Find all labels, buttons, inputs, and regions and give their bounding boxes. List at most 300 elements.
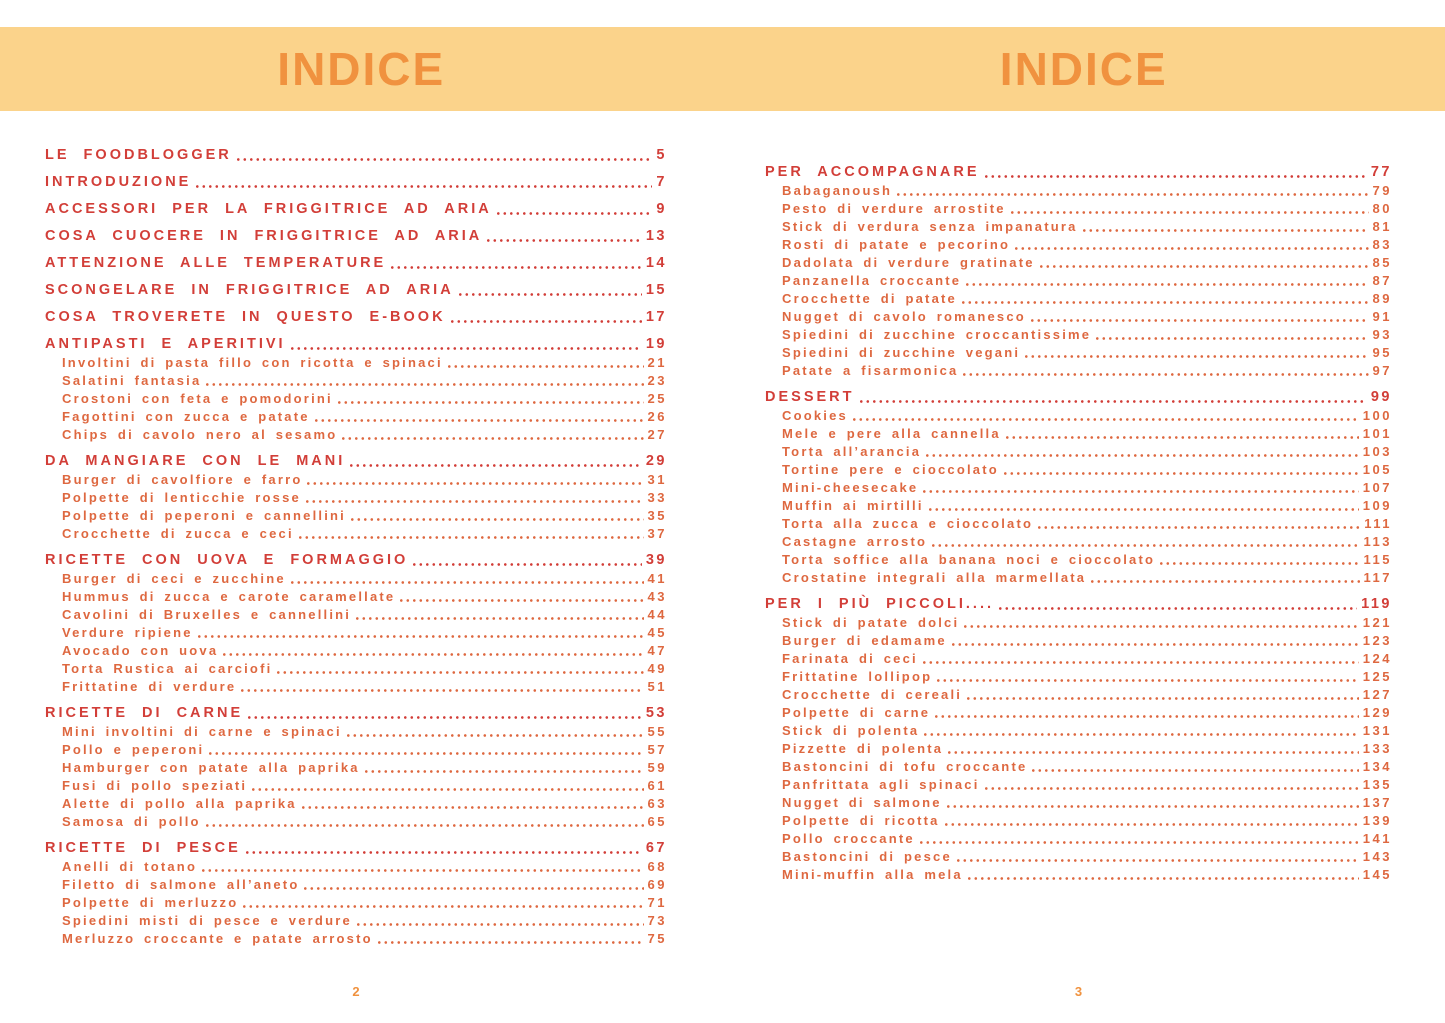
toc-item-entry[interactable]	[45, 795, 667, 813]
entry-label: Polpette di peperoni e cannellini	[62, 508, 346, 523]
toc-item-entry[interactable]	[765, 776, 1392, 794]
entry-page-number: 103	[1362, 444, 1392, 459]
toc-section-entry[interactable]	[765, 595, 1392, 614]
toc-item-entry[interactable]	[45, 813, 667, 831]
toc-section-entry[interactable]	[45, 281, 667, 300]
entry-label: PER I PIÙ PICCOLI....	[765, 596, 995, 612]
leader-dots	[218, 642, 647, 660]
toc-section	[45, 308, 667, 327]
toc-section-entry[interactable]	[45, 335, 667, 354]
entry-page-number: 71	[647, 895, 667, 910]
leader-dots	[957, 290, 1373, 308]
entry-label: Mini-cheesecake	[782, 480, 919, 495]
entry-page-number: 27	[647, 427, 667, 442]
page-number-left: 2	[352, 984, 360, 999]
entry-page-number: 125	[1362, 669, 1392, 684]
leader-dots	[1155, 551, 1363, 569]
leader-dots	[342, 723, 648, 741]
entry-label: Spiedini di zucchine vegani	[782, 345, 1021, 360]
entry-page-number: 57	[647, 742, 667, 757]
entry-page-number: 61	[647, 778, 667, 793]
toc-item-entry[interactable]	[765, 686, 1392, 704]
leader-dots	[310, 408, 648, 426]
leader-dots	[345, 452, 646, 471]
entry-label: Frittatine di verdure	[62, 679, 237, 694]
leader-dots	[980, 776, 1363, 794]
entry-label: Burger di edamame	[782, 633, 947, 648]
leader-dots	[930, 704, 1363, 722]
page-number-right: 3	[1074, 984, 1083, 999]
leader-dots	[443, 354, 648, 372]
toc-section-entry[interactable]	[45, 704, 667, 723]
entry-label: Filetto di salmone all’aneto	[62, 877, 300, 892]
entry-page-number: 99	[1370, 389, 1392, 405]
toc-item-entry[interactable]	[765, 290, 1392, 308]
entry-label: Pollo e peperoni	[62, 742, 205, 757]
entry-page-number: 14	[645, 255, 667, 271]
entry-page-number: 113	[1363, 534, 1392, 549]
entry-label: Salatini fantasia	[62, 373, 202, 388]
toc-item-entry[interactable]	[765, 182, 1392, 200]
entry-label: Mele e pere alla cannella	[782, 426, 1001, 441]
entry-page-number: 123	[1362, 633, 1392, 648]
toc-item-entry[interactable]	[765, 344, 1392, 362]
leader-dots	[1035, 254, 1373, 272]
leader-dots	[272, 660, 647, 678]
toc-section-entry[interactable]	[45, 254, 667, 273]
leader-dots	[919, 722, 1363, 740]
entry-page-number: 87	[1372, 273, 1392, 288]
entry-label: Cavolini di Bruxelles e cannellini	[62, 607, 352, 622]
leader-dots	[193, 624, 648, 642]
entry-label: Spiedini di zucchine croccantissime	[782, 327, 1092, 342]
toc-item-entry[interactable]	[45, 678, 667, 696]
leader-dots	[999, 461, 1363, 479]
toc-section	[765, 388, 1392, 587]
entry-label: Rosti di patate e pecorino	[782, 237, 1011, 252]
entry-page-number: 29	[645, 453, 667, 469]
entry-label: Mini-muffin alla mela	[782, 867, 963, 882]
toc-item-entry[interactable]	[765, 830, 1392, 848]
entry-label: Polpette di merluzzo	[62, 895, 239, 910]
header-banner	[0, 27, 1445, 111]
page-title-left: INDICE	[277, 43, 446, 95]
entry-label: RICETTE CON UOVA E FORMAGGIO	[45, 552, 409, 568]
toc-item-entry[interactable]	[45, 723, 667, 741]
toc-section	[45, 839, 667, 948]
toc-item-entry[interactable]	[765, 614, 1392, 632]
toc-item-entry[interactable]	[765, 425, 1392, 443]
leader-dots	[959, 614, 1363, 632]
entry-label: Torta alla zucca e cioccolato	[782, 516, 1034, 531]
entry-page-number: 77	[1370, 164, 1392, 180]
entry-label: RICETTE DI PESCE	[45, 840, 241, 856]
entry-label: Avocado con uova	[62, 643, 219, 658]
leader-dots	[918, 650, 1363, 668]
toc-section-entry[interactable]	[45, 200, 667, 219]
toc-section	[45, 173, 667, 192]
entry-label: Crocchette di patate	[782, 291, 957, 306]
toc-section	[765, 163, 1392, 380]
entry-page-number: 15	[645, 282, 667, 298]
entry-label: Fusi di pollo speziati	[62, 778, 248, 793]
entry-page-number: 37	[647, 526, 667, 541]
entry-page-number: 124	[1362, 651, 1392, 666]
entry-label: Chips di cavolo nero al sesamo	[62, 427, 338, 442]
toc-item-entry[interactable]	[765, 497, 1392, 515]
entry-page-number: 119	[1361, 596, 1392, 612]
entry-label: Torta all’arancia	[782, 444, 922, 459]
entry-label: Hummus di zucca e carote caramellate	[62, 589, 396, 604]
toc-item-entry[interactable]	[765, 758, 1392, 776]
toc-item-entry[interactable]	[45, 660, 667, 678]
leader-dots	[924, 497, 1363, 515]
entry-page-number: 95	[1372, 345, 1392, 360]
toc-item-entry[interactable]	[45, 426, 667, 444]
entry-page-number: 117	[1363, 570, 1392, 585]
toc-section-entry[interactable]	[45, 173, 667, 192]
entry-page-number: 31	[647, 472, 667, 487]
toc-item-entry[interactable]	[45, 912, 667, 930]
toc-item-entry[interactable]	[765, 533, 1392, 551]
entry-label: Hamburger con patate alla paprika	[62, 760, 360, 775]
entry-page-number: 19	[645, 336, 667, 352]
entry-label: Crocchette di cereali	[782, 687, 963, 702]
toc-item-entry[interactable]	[45, 894, 667, 912]
toc-item-entry[interactable]	[765, 515, 1392, 533]
leader-dots	[395, 588, 647, 606]
toc-section	[45, 281, 667, 300]
entry-label: Crostoni con feta e pomodorini	[62, 391, 333, 406]
entry-label: Polpette di carne	[782, 705, 931, 720]
leader-dots	[940, 812, 1363, 830]
entry-page-number: 100	[1362, 408, 1392, 423]
leader-dots	[918, 479, 1362, 497]
toc-item-entry[interactable]	[45, 777, 667, 795]
entry-page-number: 17	[645, 309, 667, 325]
toc-item-entry[interactable]	[45, 471, 667, 489]
leader-dots	[337, 426, 647, 444]
entry-page-number: 73	[647, 913, 667, 928]
entry-page-number: 145	[1362, 867, 1392, 882]
toc-section	[45, 254, 667, 273]
toc-section-entry[interactable]	[45, 551, 667, 570]
entry-label: Stick di patate dolci	[782, 615, 960, 630]
toc-item-entry[interactable]	[765, 407, 1392, 425]
entry-page-number: 127	[1362, 687, 1392, 702]
toc-item-entry[interactable]	[765, 740, 1392, 758]
toc-item-entry[interactable]	[45, 525, 667, 543]
toc-item-entry[interactable]	[765, 569, 1392, 587]
leader-dots	[1078, 218, 1373, 236]
entry-page-number: 121	[1362, 615, 1392, 630]
leader-dots	[201, 813, 648, 831]
entry-page-number: 129	[1362, 705, 1392, 720]
entry-label: Polpette di ricotta	[782, 813, 940, 828]
toc-section	[45, 200, 667, 219]
entry-label: Verdure ripiene	[62, 625, 193, 640]
entry-page-number: 13	[645, 228, 667, 244]
toc-item-entry[interactable]	[765, 866, 1392, 884]
entry-page-number: 83	[1372, 237, 1392, 252]
entry-page-number: 139	[1362, 813, 1392, 828]
entry-page-number: 33	[647, 490, 667, 505]
entry-label: Burger di ceci e zucchine	[62, 571, 286, 586]
leader-dots	[286, 570, 648, 588]
toc-section-entry[interactable]	[45, 227, 667, 246]
toc-page-left	[45, 146, 667, 956]
leader-dots	[958, 362, 1372, 380]
entry-label: Muffin ai mirtilli	[782, 498, 924, 513]
leader-dots	[932, 668, 1363, 686]
toc-item-entry[interactable]	[45, 390, 667, 408]
leader-dots	[962, 686, 1363, 704]
toc-item-entry[interactable]	[45, 759, 667, 777]
toc-item-entry[interactable]	[45, 372, 667, 390]
entry-label: Pollo croccante	[782, 831, 915, 846]
toc-section-entry[interactable]	[45, 839, 667, 858]
entry-page-number: 133	[1362, 741, 1392, 756]
entry-label: Involtini di pasta fillo con ricotta e spinaci	[62, 355, 443, 370]
leader-dots	[963, 866, 1363, 884]
toc-item-entry[interactable]	[45, 741, 667, 759]
entry-label: Babaganoush	[782, 183, 893, 198]
toc-section-entry[interactable]	[765, 388, 1392, 407]
toc-item-entry[interactable]	[765, 704, 1392, 722]
entry-page-number: 81	[1372, 219, 1392, 234]
entry-page-number: 134	[1362, 759, 1392, 774]
entry-label: Panzanella croccante	[782, 273, 962, 288]
leader-dots	[1006, 200, 1373, 218]
entry-page-number: 67	[645, 840, 667, 856]
leader-dots	[286, 335, 646, 354]
leader-dots	[1086, 569, 1363, 587]
leader-dots	[238, 894, 647, 912]
entry-label: Anelli di totano	[62, 859, 198, 874]
leader-dots	[855, 388, 1371, 407]
entry-label: Tortine pere e cioccolato	[782, 462, 999, 477]
toc-item-entry[interactable]	[45, 876, 667, 894]
entry-label: Nugget di salmone	[782, 795, 942, 810]
entry-label: Patate a fisarmonica	[782, 363, 959, 378]
leader-dots	[1026, 308, 1373, 326]
leader-dots	[927, 533, 1363, 551]
toc-item-entry[interactable]	[765, 668, 1392, 686]
entry-page-number: 47	[647, 643, 667, 658]
entry-label: Merluzzo croccante e patate arrosto	[62, 931, 373, 946]
entry-label: DESSERT	[765, 389, 855, 405]
leader-dots	[1020, 344, 1372, 362]
toc-item-entry[interactable]	[45, 408, 667, 426]
toc-item-entry[interactable]	[45, 930, 667, 948]
entry-label: Fagottini con zucca e patate	[62, 409, 310, 424]
toc-section-entry[interactable]	[765, 163, 1392, 182]
entry-page-number: 5	[656, 147, 667, 163]
toc-item-entry[interactable]	[765, 812, 1392, 830]
leader-dots	[915, 830, 1363, 848]
toc-section	[45, 452, 667, 543]
leader-dots	[952, 848, 1363, 866]
toc-section-entry[interactable]	[45, 146, 667, 165]
entry-page-number: 39	[645, 552, 667, 568]
leader-dots	[454, 281, 646, 300]
entry-label: COSA CUOCERE IN FRIGGITRICE AD ARIA	[45, 228, 483, 244]
entry-label: Torta soffice alla banana noci e cioccolato	[782, 552, 1156, 567]
toc-section	[45, 551, 667, 696]
toc-item-entry[interactable]	[45, 507, 667, 525]
entry-page-number: 75	[647, 931, 667, 946]
entry-label: Burger di cavolfiore e farro	[62, 472, 303, 487]
toc-section	[45, 704, 667, 831]
entry-page-number: 93	[1372, 327, 1392, 342]
toc-item-entry[interactable]	[765, 461, 1392, 479]
toc-item-entry[interactable]	[45, 588, 667, 606]
leader-dots	[848, 407, 1363, 425]
entry-page-number: 97	[1372, 363, 1392, 378]
entry-page-number: 89	[1372, 291, 1392, 306]
entry-page-number: 101	[1362, 426, 1392, 441]
leader-dots	[386, 254, 646, 273]
entry-page-number: 41	[647, 571, 667, 586]
entry-label: Stick di polenta	[782, 723, 920, 738]
entry-page-number: 53	[645, 705, 667, 721]
banner-right-half	[723, 27, 1445, 111]
entry-page-number: 21	[647, 355, 667, 370]
leader-dots	[294, 525, 648, 543]
entry-label: Frittatine lollipop	[782, 669, 933, 684]
toc-item-entry[interactable]	[45, 624, 667, 642]
entry-label: Alette di pollo alla paprika	[62, 796, 297, 811]
entry-label: Pizzette di polenta	[782, 741, 944, 756]
toc-item-entry[interactable]	[765, 479, 1392, 497]
leader-dots	[1001, 425, 1363, 443]
entry-label: Crocchette di zucca e ceci	[62, 526, 294, 541]
entry-page-number: 109	[1362, 498, 1392, 513]
toc-section-entry[interactable]	[45, 308, 667, 327]
toc-section	[45, 335, 667, 444]
entry-label: Cookies	[782, 408, 848, 423]
toc-item-entry[interactable]	[765, 650, 1392, 668]
entry-page-number: 49	[647, 661, 667, 676]
leader-dots	[302, 471, 647, 489]
leader-dots	[961, 272, 1372, 290]
toc-item-entry[interactable]	[765, 272, 1392, 290]
leader-dots	[232, 146, 657, 165]
toc-item-entry[interactable]	[765, 794, 1392, 812]
leader-dots	[301, 489, 648, 507]
entry-label: Crostatine integrali alla marmellata	[782, 570, 1087, 585]
entry-page-number: 9	[656, 201, 667, 217]
entry-page-number: 137	[1362, 795, 1392, 810]
entry-page-number: 63	[647, 796, 667, 811]
entry-page-number: 23	[647, 373, 667, 388]
toc-item-entry[interactable]	[765, 443, 1392, 461]
leader-dots	[1033, 515, 1364, 533]
toc-item-entry[interactable]	[45, 570, 667, 588]
entry-page-number: 65	[647, 814, 667, 829]
toc-item-entry[interactable]	[45, 489, 667, 507]
entry-label: Bastoncini di tofu croccante	[782, 759, 1028, 774]
entry-page-number: 7	[656, 174, 667, 190]
toc-item-entry[interactable]	[45, 606, 667, 624]
entry-page-number: 107	[1362, 480, 1392, 495]
toc-item-entry[interactable]	[765, 362, 1392, 380]
entry-label: RICETTE DI CARNE	[45, 705, 244, 721]
banner-left-half	[0, 27, 723, 111]
entry-label: Polpette di lenticchie rosse	[62, 490, 301, 505]
entry-page-number: 135	[1362, 777, 1392, 792]
entry-page-number: 79	[1372, 183, 1392, 198]
entry-label: DA MANGIARE CON LE MANI	[45, 453, 346, 469]
toc-item-entry[interactable]	[765, 326, 1392, 344]
entry-label: ANTIPASTI E APERITIVI	[45, 336, 286, 352]
entry-label: Nugget di cavolo romanesco	[782, 309, 1026, 324]
toc-page-right	[765, 163, 1392, 892]
leader-dots	[236, 678, 647, 696]
toc-item-entry[interactable]	[765, 308, 1392, 326]
entry-page-number: 143	[1362, 849, 1392, 864]
leader-dots	[360, 759, 648, 777]
leader-dots	[980, 163, 1371, 182]
leader-dots	[333, 390, 648, 408]
entry-label: Spiedini misti di pesce e verdure	[62, 913, 352, 928]
entry-page-number: 91	[1372, 309, 1392, 324]
toc-item-entry[interactable]	[765, 218, 1392, 236]
toc-section-entry[interactable]	[45, 452, 667, 471]
entry-page-number: 68	[647, 859, 667, 874]
entry-label: LE FOODBLOGGER	[45, 147, 232, 163]
leader-dots	[408, 551, 646, 570]
toc-item-entry[interactable]	[765, 722, 1392, 740]
toc-item-entry[interactable]	[765, 200, 1392, 218]
entry-page-number: 80	[1372, 201, 1392, 216]
entry-label: Pesto di verdure arrostite	[782, 201, 1006, 216]
toc-section	[765, 595, 1392, 884]
toc-item-entry[interactable]	[765, 848, 1392, 866]
entry-page-number: 59	[647, 760, 667, 775]
toc-item-entry[interactable]	[765, 551, 1392, 569]
toc-item-entry[interactable]	[45, 354, 667, 372]
entry-label: Mini involtini di carne e spinaci	[62, 724, 342, 739]
entry-page-number: 111	[1364, 516, 1392, 531]
leader-dots	[994, 595, 1361, 614]
leader-dots	[921, 443, 1363, 461]
leader-dots	[942, 794, 1363, 812]
entry-page-number: 43	[647, 589, 667, 604]
leader-dots	[1091, 326, 1372, 344]
leader-dots	[1027, 758, 1362, 776]
entry-page-number: 69	[647, 877, 667, 892]
entry-page-number: 51	[647, 679, 667, 694]
entry-label: ACCESSORI PER LA FRIGGITRICE AD ARIA	[45, 201, 492, 217]
entry-label: Dadolata di verdure gratinate	[782, 255, 1035, 270]
entry-page-number: 131	[1362, 723, 1392, 738]
toc-item-entry[interactable]	[765, 632, 1392, 650]
entry-page-number: 26	[647, 409, 667, 424]
leader-dots	[204, 741, 647, 759]
toc-item-entry[interactable]	[45, 858, 667, 876]
leader-dots	[241, 839, 646, 858]
toc-item-entry[interactable]	[45, 642, 667, 660]
toc-item-entry[interactable]	[765, 236, 1392, 254]
entry-label: ATTENZIONE ALLE TEMPERATURE	[45, 255, 387, 271]
leader-dots	[191, 173, 656, 192]
entry-label: Panfrittata agli spinaci	[782, 777, 980, 792]
toc-item-entry[interactable]	[765, 254, 1392, 272]
leader-dots	[243, 704, 646, 723]
entry-page-number: 85	[1372, 255, 1392, 270]
entry-page-number: 44	[647, 607, 667, 622]
